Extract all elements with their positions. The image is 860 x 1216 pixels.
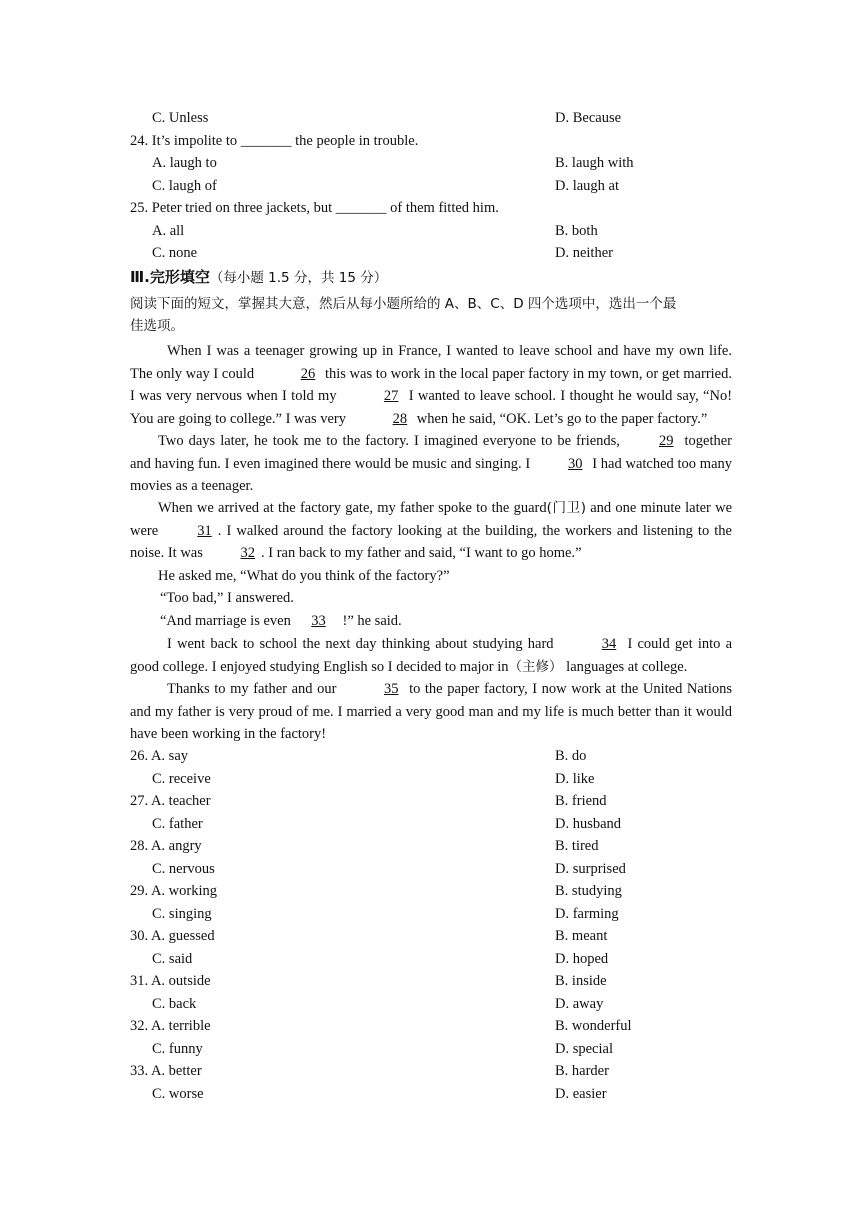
option-d: D. Because: [555, 110, 622, 126]
option-row: [0, 1016, 860, 1036]
option-row: [0, 904, 860, 924]
option-row: [0, 1061, 860, 1081]
option-row: [0, 994, 860, 1014]
passage-paragraph: When I was a teenager growing up in France, I wanted to leave school and have my own life. The only way I could 26 this was to work in the local paper factory in my town, or get married. I was very nervous when I told my 27 I wanted to leave school. I thought he would say, “No! You are going to college.” I was very 28 when he said, “OK. Let’s go to the paper factory.”: [130, 340, 732, 430]
option-c: C. funny: [152, 1040, 203, 1057]
passage-paragraph: When we arrived at the factory gate, my father spoke to the guard(门卫) and one minute later we were 31 . I walked around the factory looking at the building, the workers and listening to the noise. It was 32 . I ran back to my father and said, “I want to go home.”: [130, 497, 732, 565]
option-c: C. back: [152, 995, 197, 1012]
section-instruction: 阅读下面的短文，掌握其大意，然后从每小题所给的 A、B、C、D 四个选项中，选出一个最: [130, 296, 677, 312]
section-instruction: 佳选项。: [130, 318, 184, 334]
option-row: [0, 746, 860, 766]
section-title: Ⅲ.完形填空: [130, 268, 210, 286]
passage-line: He asked me, “What do you think of the factory?”: [158, 568, 450, 584]
passage-line: “Too bad,” I answered.: [160, 590, 294, 606]
option-row: [0, 1039, 860, 1059]
option-a: 33. A. better: [130, 1063, 202, 1079]
option-row: [0, 1084, 860, 1104]
option-a: 31. A. outside: [130, 973, 211, 989]
passage-line: “And marriage is even 33 !” he said.: [160, 613, 402, 629]
option-a: A. laugh to: [152, 155, 217, 171]
option-b: B. inside: [555, 973, 607, 989]
option-d: D. hoped: [555, 950, 609, 967]
option-row: [0, 814, 860, 834]
option-b: B. do: [555, 748, 587, 764]
option-row: [0, 836, 860, 856]
option-c: C. Unless: [152, 110, 209, 126]
option-a: 26. A. say: [130, 748, 188, 764]
option-b: B. meant: [555, 928, 608, 944]
option-d: D. neither: [555, 245, 613, 261]
option-row: [0, 243, 860, 263]
blank-27: 27: [383, 388, 399, 404]
option-row: [0, 926, 860, 946]
option-row: [0, 949, 860, 969]
option-row: [0, 769, 860, 789]
option-a: 29. A. working: [130, 883, 217, 899]
blank-31: 31: [197, 522, 212, 539]
option-d: D. husband: [555, 815, 622, 832]
option-row: [0, 221, 860, 241]
option-c: C. nervous: [152, 860, 215, 877]
option-a: A. all: [152, 223, 185, 239]
passage-paragraph: I went back to school the next day thinking about studying hard 34 I could get into a good college. I enjoyed studying English so I decided to major in（主修） languages at college.: [130, 633, 732, 678]
option-c: C. laugh of: [152, 178, 217, 194]
option-row: [0, 881, 860, 901]
option-c: C. father: [152, 815, 203, 832]
option-row: [0, 859, 860, 879]
option-b: B. laugh with: [555, 155, 634, 171]
option-a: 32. A. terrible: [130, 1018, 211, 1034]
blank-33: 33: [311, 613, 326, 629]
option-c: C. singing: [152, 905, 212, 922]
option-row: [0, 971, 860, 991]
question-stem: 25. Peter tried on three jackets, but _______ of them fitted him.: [130, 200, 499, 216]
section-note: （每小题 1.5 分，共 15 分）: [209, 270, 388, 286]
passage-paragraph: Thanks to my father and our 35 to the paper factory, I now work at the United Nations and my father is very proud of me. I married a very good man and my life is much better than it would have been working in the factory!: [130, 678, 732, 746]
option-b: B. studying: [555, 883, 622, 899]
blank-28: 28: [392, 410, 408, 427]
option-d: D. farming: [555, 905, 619, 922]
section-heading: [130, 267, 387, 288]
option-d: D. special: [555, 1040, 613, 1057]
passage-paragraph: Two days later, he took me to the factory. I imagined everyone to be friends, 29 together and having fun. I even imagined there would be music and singing. I 30 I had watched too many movies as a teenager.: [130, 430, 732, 498]
blank-32: 32: [240, 545, 256, 561]
blank-26: 26: [300, 365, 316, 382]
option-b: B. friend: [555, 793, 607, 809]
option-c: C. none: [152, 245, 198, 261]
blank-35: 35: [383, 681, 399, 697]
option-b: B. harder: [555, 1063, 609, 1079]
option-c: C. worse: [152, 1085, 204, 1102]
blank-34: 34: [601, 636, 617, 652]
option-row: [0, 791, 860, 811]
option-c: C. said: [152, 950, 193, 967]
option-row: [0, 153, 860, 173]
option-a: 27. A. teacher: [130, 793, 211, 809]
option-a: 30. A. guessed: [130, 928, 215, 944]
option-b: B. wonderful: [555, 1018, 632, 1034]
option-d: D. easier: [555, 1085, 607, 1102]
option-d: D. like: [555, 770, 595, 787]
option-a: 28. A. angry: [130, 838, 202, 854]
blank-30: 30: [567, 455, 583, 472]
option-d: D. surprised: [555, 860, 626, 877]
option-b: B. tired: [555, 838, 599, 854]
option-row: [0, 108, 860, 128]
option-c: C. receive: [152, 770, 211, 787]
option-d: D. away: [555, 995, 604, 1012]
option-d: D. laugh at: [555, 178, 620, 194]
option-row: [0, 176, 860, 196]
blank-29: 29: [658, 433, 674, 449]
question-stem: 24. It’s impolite to _______ the people in trouble.: [130, 133, 419, 149]
option-b: B. both: [555, 223, 598, 239]
